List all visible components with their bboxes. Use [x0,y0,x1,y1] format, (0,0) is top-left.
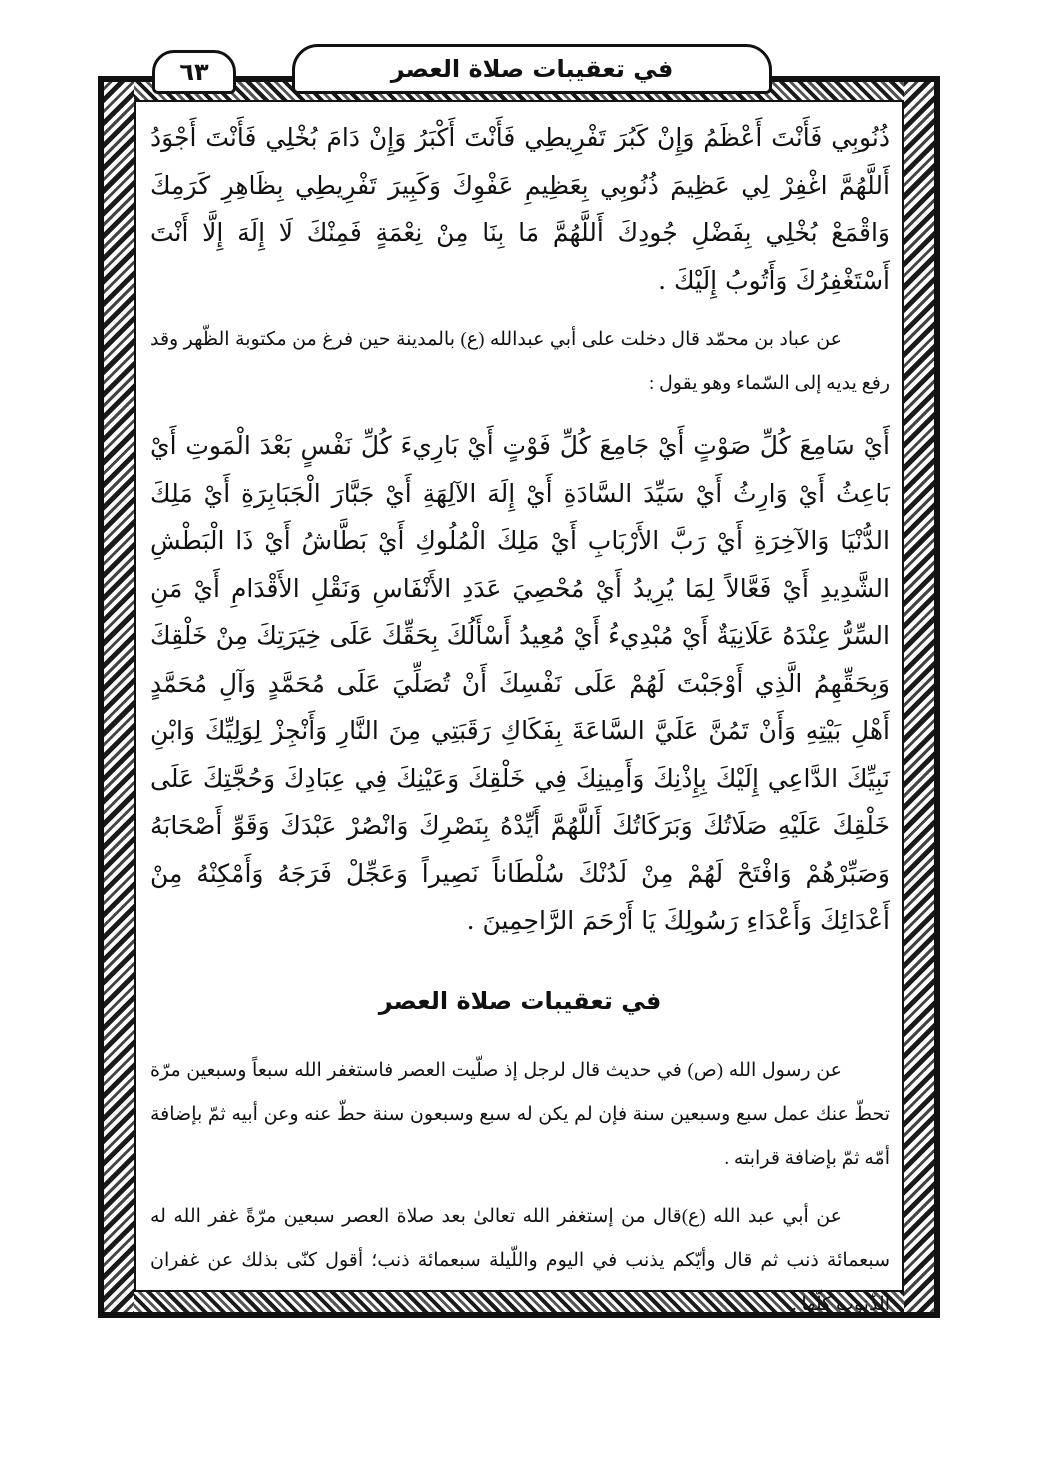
running-header-title: في تعقيبات صلاة العصر [292,44,772,94]
page-number: ٦٣ [152,50,236,94]
narration-paragraph-2: عن رسول الله (ص) في حديث قال لرجل إذ صلّيت العصر فاستغفر الله سبعاً وسبعين مرّة تحطّ عنك عمل سبع وسبعين سنة فإن لم يكن له سبع وسبعون سنة حطّ عنه وعن أبيه ثمّ بإضافة أمّه ثمّ بإضافة قرابته . [150,1059,890,1169]
narration-paragraph-1: عن عباد بن محمّد قال دخلت على أبي عبدالله (ع) بالمدينة حين فرغ من مكتوبة الظّهر وقد رفع يديه إلى السّماء وهو يقول : [150,329,890,394]
page-content [150,114,890,1327]
supplication-paragraph-2: أَيْ سَامِعَ كُلِّ صَوْتٍ أَيْ جَامِعَ كُلِّ فَوْتٍ أَيْ بَارِيءَ كُلِّ نَفْسٍ بَعْدَ الْمَوتِ أَيْ بَاعِثُ أَيْ وَارِثُ أَيْ سَيِّدَ السَّادَةِ أَيْ إِلَهَ الآلِهَةِ أَيْ جَبَّارَ الْجَبَابِرَةِ أَيْ مَلِكَ الدُّنْيَا وَالآخِرَةِ أَيْ رَبَّ الأَرْبَابِ أَيْ مَلِكَ الْمُلُوكِ أَيْ بَطَّاشُ أَيْ ذَا الْبَطْشِ الشَّدِيدِ أَيْ فَعَّالاً لِمَا يُرِيدُ أَيْ مُحْصِيَ عَدَدِ الأَنْفَاسِ وَنَقْلِ الأَقْدَامِ أَيْ مَنِ السِّرُّ عِنْدَهُ عَلَانِيَةٌ أَيْ مُبْدِيءُ أَيْ مُعِيدُ أَسْأَلُكَ بِحَقِّكَ عَلَى خِيَرَتِكَ مِنْ خَلْقِكَ وَبِحَقِّهِمُ الَّذِي أَوْجَبْتَ لَهُمْ عَلَى نَفْسِكَ أَنْ تُصَلِّيَ عَلَى مُحَمَّدٍ وَآلِ مُحَمَّدٍ أَهْلِ بَيْتِهِ وَأَنْ تَمُنَّ عَلَيَّ السَّاعَةَ بِفَكَاكِ رَقَبَتِي مِنَ النَّارِ وَأَنْجِزْ لِوَلِيِّكَ وَابْنِ نَبِيِّكَ الدَّاعِي إِلَيْكَ بِإِذْنِكَ وَأَمِينِكَ فِي خَلْقِكَ وَعَيْنِكَ فِي عِبَادِكَ وَحُجَّتِكَ عَلَى خَلْقِكَ عَلَيْهِ صَلَاتُكَ وَبَرَكَاتُكَ أَللَّهُمَّ أَيِّدْهُ بِنَصْرِكَ وَانْصُرْ عَبْدَكَ وَقَوِّ أَصْحَابَهُ وَصَبِّرْهُمْ وَافْتَحْ لَهُمْ مِنْ لَدُنْكَ سُلْطَاناً نَصِيراً وَعَجِّلْ فَرَجَهُ وَأَمْكِنْهُ مِنْ أَعْدَائِكَ وَأَعْدَاءِ رَسُولِكَ يَا أَرْحَمَ الرَّاحِمِينَ . [150,431,890,935]
section-heading: في تعقيبات صلاة العصر [378,986,662,1015]
supplication-paragraph-1: ذُنُوبِي فَأَنْتَ أَعْظَمُ وَإِنْ كَبُرَ تَفْرِيطِي فَأَنْتَ أَكْبَرُ وَإِنْ دَامَ بُخْلِي فَأَنْتَ أَجْوَدُ أَللَّهُمَّ اغْفِرْ لِي عَظِيمَ ذُنُوبِي بِعَظِيمِ عَفْوِكَ وَكَبِيرَ تَفْرِيطِي بِظَاهِرِ كَرَمِكَ وَاقْمَعْ بُخْلِي بِفَضْلِ جُودِكَ أَللَّهُمَّ مَا بِنَا مِنْ نِعْمَةٍ فَمِنْكَ لَا إِلَهَ إِلَّا أَنْتَ أَسْتَغْفِرُكَ وَأَتُوبُ إِلَيْكَ . [150,123,890,295]
narration-paragraph-3: عن أبي عبد الله (ع)قال من إستغفر الله تعالىٰ بعد صلاة العصر سبعين مرّةً غفر الله له سبعمائة ذنب ثم قال وأيّكم يذنب في اليوم واللّيلة سبعمائة ذنب؛ أقول كنّى بذلك عن غفران الذّنوب كلّها . [150,1205,890,1315]
